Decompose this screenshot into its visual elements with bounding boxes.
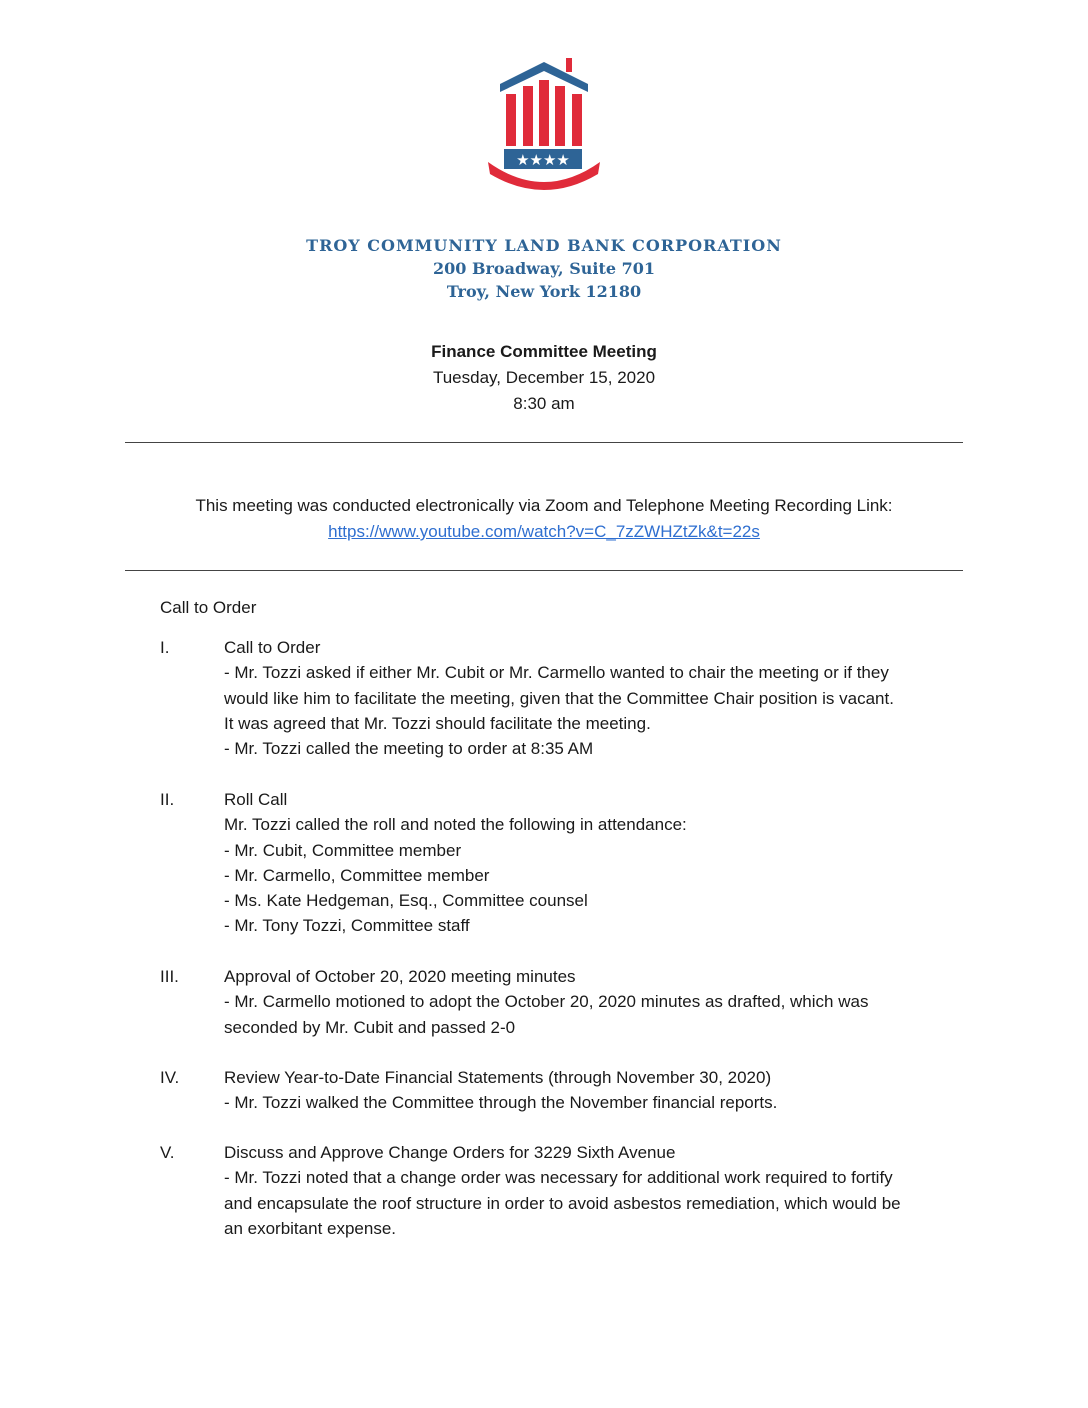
item-line: - Mr. Carmello motioned to adopt the October 20, 2020 minutes as drafted, which was	[224, 992, 869, 1012]
item-line: seconded by Mr. Cubit and passed 2-0	[224, 1017, 516, 1037]
item-line: - Mr. Cubit, Committee member	[224, 840, 462, 860]
address-line-2: Troy, New York 12180	[446, 282, 642, 301]
item-number: V.	[160, 1143, 175, 1162]
item-number: III.	[160, 967, 179, 986]
item-title: Discuss and Approve Change Orders for 3229 Sixth Avenue	[224, 1143, 676, 1162]
item-title: Approval of October 20, 2020 meeting minutes	[224, 967, 576, 986]
divider-top	[125, 442, 963, 443]
item-line: - Mr. Tozzi noted that a change order was necessary for additional work required to fortify	[224, 1168, 893, 1188]
item-line: - Ms. Kate Hedgeman, Esq., Committee counsel	[224, 891, 588, 911]
meeting-title: Finance Committee Meeting	[431, 342, 657, 361]
item-line: It was agreed that Mr. Tozzi should facilitate the meeting.	[224, 713, 651, 733]
item-line: Mr. Tozzi called the roll and noted the following in attendance:	[224, 815, 687, 835]
item-line: and encapsulate the roof structure in order to avoid asbestos remediation, which would be	[224, 1193, 901, 1213]
meeting-time: 8:30 am	[513, 394, 575, 413]
item-number: II.	[160, 790, 175, 809]
organization-header	[0, 234, 1088, 303]
meeting-date: Tuesday, December 15, 2020	[432, 368, 656, 387]
svg-text:★★★★: ★★★★	[516, 151, 570, 169]
item-number: I.	[160, 638, 170, 657]
item-title: Roll Call	[224, 790, 288, 809]
capitol-building-logo-icon	[486, 56, 602, 192]
recording-link[interactable]: https://www.youtube.com/watch?v=C_7zZWHZtZk&t=22s	[328, 522, 760, 541]
conducted-note	[0, 493, 1088, 545]
divider-bottom	[125, 570, 963, 571]
item-line: - Mr. Carmello, Committee member	[224, 865, 490, 885]
conducted-text: This meeting was conducted electronically via Zoom and Telephone Meeting Recording Link:	[195, 496, 893, 515]
meeting-info	[0, 339, 1088, 417]
item-number: IV.	[160, 1068, 180, 1087]
item-line: - Mr. Tozzi asked if either Mr. Cubit or Mr. Carmello wanted to chair the meeting or if they	[224, 663, 889, 683]
item-line: - Mr. Tozzi called the meeting to order at 8:35 AM	[224, 739, 594, 759]
item-line: would like him to facilitate the meeting, given that the Committee Chair position is vacant.	[224, 688, 894, 708]
item-line: - Mr. Tozzi walked the Committee through the November financial reports.	[224, 1093, 778, 1113]
item-line: - Mr. Tony Tozzi, Committee staff	[224, 916, 470, 936]
address-line-1: 200 Broadway, Suite 701	[433, 259, 655, 278]
item-title: Call to Order	[224, 638, 321, 657]
organization-name: TROY COMMUNITY LAND BANK CORPORATION	[306, 236, 782, 255]
item-line: an exorbitant expense.	[224, 1218, 397, 1238]
item-title: Review Year-to-Date Financial Statements (through November 30, 2020)	[224, 1068, 772, 1087]
section-title: Call to Order	[160, 598, 257, 617]
